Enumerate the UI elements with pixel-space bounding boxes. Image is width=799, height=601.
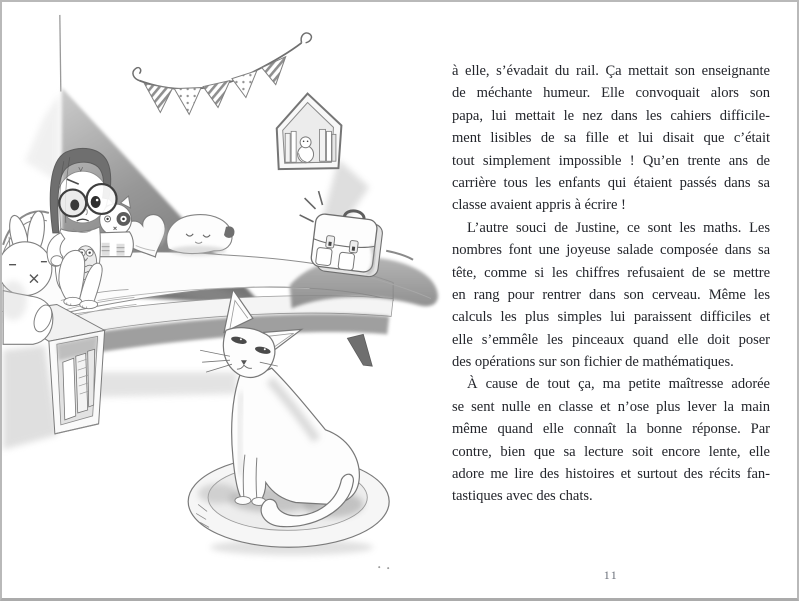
- page-number: 11: [603, 568, 619, 582]
- text-line: nombres font une joyeuse salade composée dans sa: [452, 242, 770, 259]
- bird-figure: [298, 137, 314, 163]
- text-page: [452, 60, 770, 508]
- text-line: adore me lire des histoires et surtout des récits fan-: [452, 466, 770, 483]
- paragraph-2: [452, 217, 770, 374]
- cat-paw: [235, 497, 251, 505]
- text-line: des opérations sur son fichier de mathématiques.: [452, 354, 734, 371]
- girl-glasses-right: [87, 184, 117, 214]
- text-line: en rang pour rentrer dans son cerveau. Même les: [452, 286, 770, 303]
- text-line: tastiques avec des chats.: [452, 488, 593, 505]
- text-line: ment lisibles de sa fille et lui disait que c’était: [452, 130, 770, 147]
- satchel-pocket: [315, 247, 332, 266]
- text-line: se sent nulle en classe et n’ose plus lever la main: [452, 398, 770, 415]
- text-line: papa, lui mettait le nez dans les cahiers difficile-: [452, 107, 770, 124]
- text-line: tout simplement impossible ! Qu’en trente ans de: [452, 152, 770, 169]
- bed-leg: [347, 334, 372, 366]
- text-line: contre, bien que sa lecture soit encore lente, elle: [452, 443, 770, 460]
- paragraph-1: [452, 60, 770, 217]
- text-line: À cause de tout ça, ma petite maîtresse adorée: [467, 376, 770, 393]
- text-line: de méchante humeur. Elle convoquait alors son: [452, 85, 770, 102]
- text-line: calculs les plus simples lui paraissent difficiles et: [452, 309, 770, 326]
- illustration-page: [2, 2, 447, 600]
- text-line: carrière tous les enfants qui étaient passés dans sa: [452, 174, 770, 191]
- garland-hook-left: [133, 68, 141, 81]
- text-line: elle s’emmêle les pinceaux quand elle doit poser: [452, 331, 770, 348]
- satchel-pocket: [338, 252, 355, 271]
- flag-striped: [203, 81, 230, 108]
- flag-striped: [144, 84, 172, 113]
- paragraph-3: [452, 373, 770, 507]
- text-line: classe avaient appris à écrire !: [452, 197, 626, 214]
- text-line: tête, comme si les chiffres refusaient de se mettre: [452, 264, 770, 281]
- text-line: à elle, s’évadait du rail. Ça mettait son enseignante: [452, 63, 770, 79]
- pencil-marks: [378, 566, 389, 569]
- garland-hook-right: [301, 33, 311, 43]
- text-line: L’autre souci de Justine, ce sont les maths. Les: [467, 219, 770, 236]
- flag-dotted: [232, 71, 257, 98]
- sleeping-plush: [167, 215, 235, 256]
- pennant-garland: [133, 33, 311, 114]
- flag-dotted: [174, 88, 201, 115]
- bedroom-illustration: [2, 2, 447, 600]
- text-line: même quand elle connaît la bonne réponse. Par: [452, 421, 770, 438]
- bunny-plush: [2, 210, 55, 344]
